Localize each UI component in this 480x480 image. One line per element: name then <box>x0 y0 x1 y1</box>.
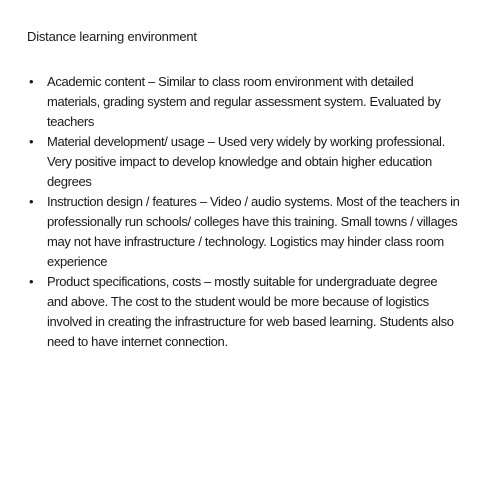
slide-title: Distance learning environment <box>27 29 197 44</box>
bullet-list <box>27 72 460 352</box>
bullet-text: Academic content – Similar to class room environment with detailed materials, grading system and regular assessment system. Evaluated by teachers <box>47 74 441 129</box>
bullet-icon: • <box>29 74 34 89</box>
bullet-item-product-specifications <box>27 272 460 352</box>
bullet-icon: • <box>29 194 34 209</box>
bullet-item-instruction-design <box>27 192 460 272</box>
bullet-icon: • <box>29 274 34 289</box>
bullet-text: Instruction design / features – Video / audio systems. Most of the teachers in professionally run schools/ colleges have this training. Small towns / villages may not have infrastructure / technology. Logistics may hinder class room experience <box>47 194 460 269</box>
bullet-icon: • <box>29 134 34 149</box>
bullet-text: Product specifications, costs – mostly suitable for undergraduate degree and above. The cost to the student would be more because of logistics involved in creating the infrastructure for web based learning. Students also need to have internet connection. <box>47 274 454 349</box>
bullet-item-material-development <box>27 132 460 192</box>
bullet-item-academic-content <box>27 72 460 132</box>
bullet-text: Material development/ usage – Used very widely by working professional. Very positive impact to develop knowledge and obtain higher education degrees <box>47 134 445 189</box>
